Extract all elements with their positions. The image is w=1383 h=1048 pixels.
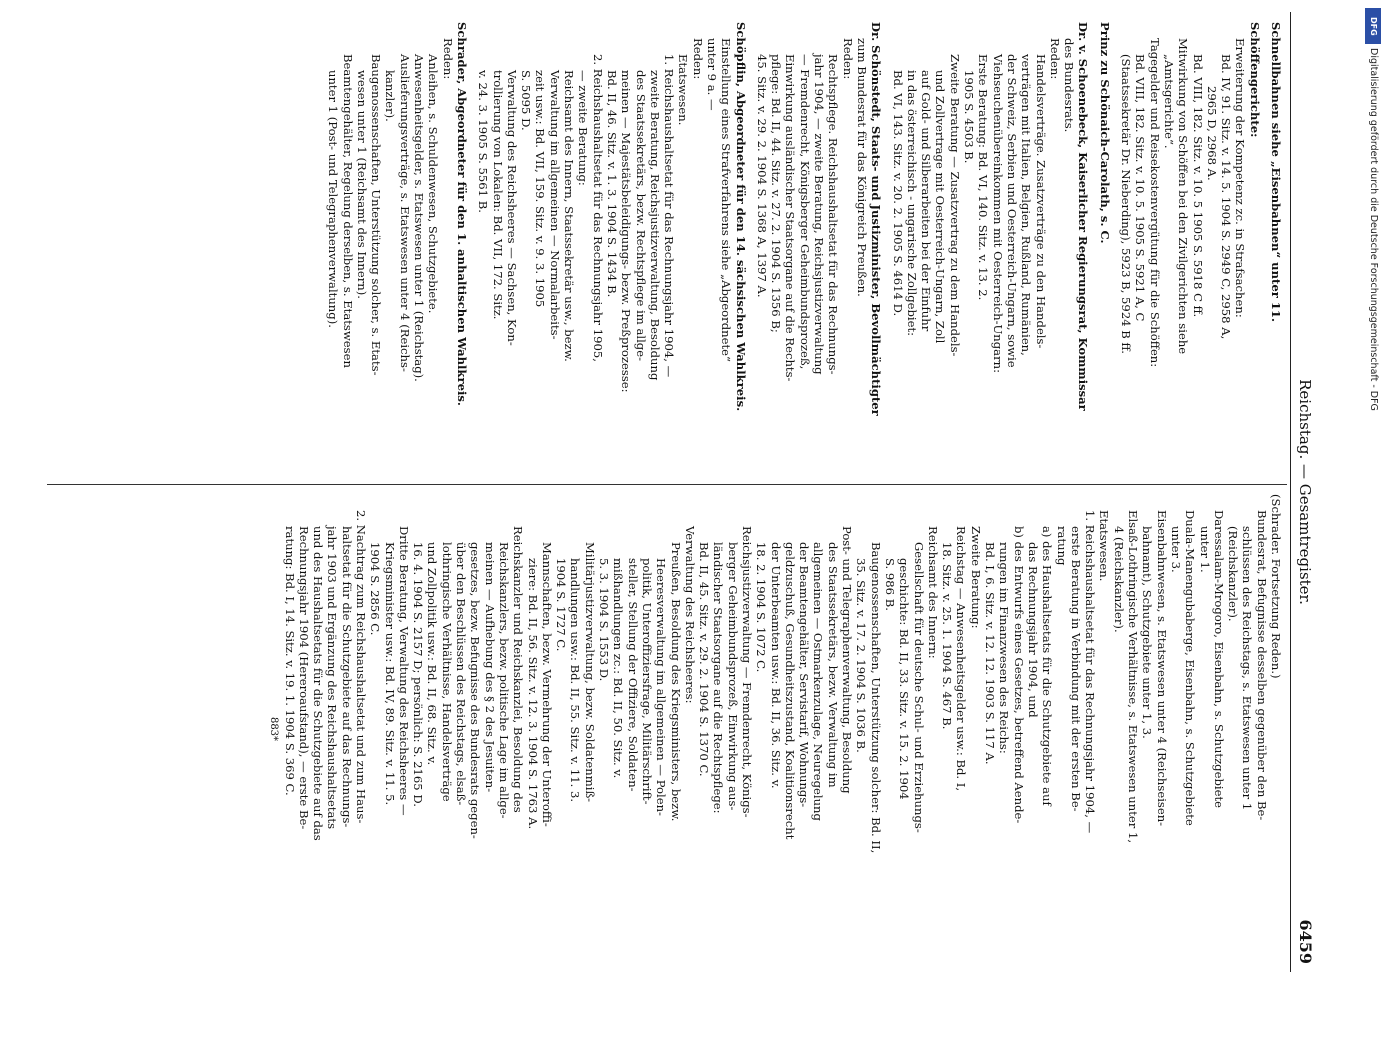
register-line: des Staatssekretärs, bezw. Verwaltung im (825, 542, 840, 788)
register-line: Mannschaften, bezw. Vermehrung der Unteroffi- (539, 542, 554, 827)
register-line: Auslieferungsverträge, s. Etatswesen unter 4 (Reichs- (397, 54, 412, 372)
register-line: Bd. VIII, 182. Sitz. v. 10. 5 1905 S. 5918 C ff. (1190, 54, 1205, 318)
register-line: gesetzes, bezw. Befugnisse des Bundesrats gegen- (468, 542, 483, 839)
register-heading: Prinz zu Schönaich-Carolath, s. C. (1097, 22, 1112, 244)
register-line: Post- und Telegraphenverwaltung, Besoldung (840, 526, 855, 794)
register-line: S. 5095 D. (519, 70, 534, 131)
register-line: Reden: (840, 38, 855, 80)
register-line: Reden: (440, 38, 455, 80)
register-line: 16. 4. 1904 S. 2157 D; persönlich: S. 2165 D. (411, 542, 426, 807)
register-line: — Fremdenrecht, Königsberger Geheimbundsprozeß, (797, 54, 812, 370)
register-line: Eisenbahnwesen, s. Etatswesen unter 4 (Reichseisen- (1154, 510, 1169, 827)
signature-mark: 883* (268, 716, 280, 742)
register-line: Reden: (1047, 38, 1062, 80)
register-line: 1. Reichshaushaltsetat für das Rechnungsjahr 1904, — (662, 54, 677, 378)
register-line: Gesellschaft für deutsche Schul- und Erziehungs- (911, 542, 926, 833)
register-line: Bd. IV, 91. Sitz. v. 14. 5. 1904 S. 2949 C, 2958 A, (1219, 54, 1234, 340)
register-line: zeit usw.: Bd. VII, 159. Sitz. v. 9. 3. 1905 (533, 70, 548, 308)
register-line: meinen — Majestätsbeleidigungs- bezw. Preßprozesse: (619, 70, 634, 393)
register-line: des Bundesrats. (1062, 38, 1077, 133)
register-line: Bd. VIII, 182. Sitz. v. 10. 5. 1905 S. 5921 A, C (1133, 54, 1148, 322)
register-line: (Schrader. Fortsetzung Reden.) (1269, 494, 1283, 679)
register-line: (Reichskanzler). (1226, 526, 1241, 622)
register-line: der Unterbeamten usw.: Bd. II, 36. Sitz. v. (768, 542, 783, 789)
register-line: mißhandlungen zc.: Bd. II, 50. Sitz. v. (611, 558, 626, 779)
register-line: auf Gold- und Silberarbeiten bei der Einfuhr (919, 70, 934, 332)
register-line: verträgen mit Italien, Belgien, Rußland, Rumänien, (1019, 54, 1034, 356)
register-page (27, 12, 1317, 972)
register-line: wesen unter 1 (Reichsamt des Innern). (354, 70, 369, 299)
register-line: 35. Sitz. v. 17. 2. 1904 S. 1036 B. (854, 558, 869, 753)
entry-gap (883, 22, 890, 477)
register-line: und Zollpolitik usw.: Bd. II, 68. Sitz. v. (425, 542, 440, 766)
register-line: S. 986 B. (882, 558, 897, 611)
right-column (27, 494, 1283, 964)
register-heading: Schnellbahnen siehe „Eisenbahnen“ unter 11. (1269, 22, 1283, 323)
register-line: unter 9 a. — (705, 38, 720, 111)
register-line: pflege: Bd. II, 44. Sitz. v. 27. 2. 1904 S. 1356 B; (769, 54, 784, 333)
register-line: 2965 D, 2968 A. (1204, 86, 1219, 181)
register-line: Heeresverwaltung im allgemeinen — Polen- (654, 558, 669, 816)
dfg-logo: DFG (1365, 8, 1381, 44)
register-line: lothringische Verhältnisse, Handelsverträge (439, 542, 454, 802)
register-line: das Rechnungsjahr 1904, und (1025, 542, 1040, 718)
entry-gap (1112, 22, 1119, 477)
register-line: ländischer Staatsorgane auf die Rechtspflege: (711, 542, 726, 814)
register-line: und des Haushaltsetats für die Schutzgebiete auf das (311, 526, 326, 841)
register-line: berger Geheimbundsprozeß, Einwirkung aus- (725, 542, 740, 811)
register-line: 1. Reichshaushaltsetat für das Rechnungsjahr 1904, — (1083, 510, 1098, 834)
entry-gap (469, 22, 476, 477)
register-line: Anleihen, s. Schuldenwesen, Schutzgebiete. (426, 54, 441, 314)
running-head (1290, 12, 1317, 972)
register-line: Kriegsminister usw.: Bd. IV, 89. Sitz. v. 11. 5. (382, 542, 397, 806)
register-line: unter 1. (1197, 526, 1212, 573)
left-column (27, 22, 1283, 477)
register-line: steller, Stellung der Offiziere, Soldaten- (625, 558, 640, 792)
register-line: Verwaltung im allgemeinen — Normalarbeits- (547, 70, 562, 340)
register-line: 45. Sitz. v. 29. 2. 1904 S. 1368 A, 1397 A. (754, 54, 769, 298)
register-line: der Schweiz, Serbien und Oesterreich-Ungarn, sowie (1004, 54, 1019, 368)
register-line: Reichskanzlers, bezw. politische Lage im allge- (496, 542, 511, 819)
register-line: schlüssen des Reichstags, s. Etatswesen unter 1 (1240, 526, 1255, 811)
register-line: 2. Nachtrag zum Reichshaushaltsetat und zum Haus- (354, 510, 368, 824)
register-line: Einwirkung ausländischer Staatsorgane auf die Rechts- (783, 54, 798, 382)
register-line: ziere: Bd. II, 56. Sitz. v. 12. 3. 1904 S. 1763 A. (525, 558, 540, 830)
register-line: Bd. VI, 143. Sitz. v. 20. 2. 1905 S. 4614 D. (890, 70, 905, 317)
register-line: Bd. I, 6. Sitz. v. 12. 12. 1903 S. 117 A. (983, 542, 998, 765)
register-line: Duala-Manengubaberge, Eisenbahn, s. Schutzgebiete (1183, 510, 1198, 826)
register-line: zweite Beratung, Reichsjustizverwaltung, Besoldung (647, 70, 662, 381)
register-line: Elsaß-Lothringische Verhältnisse, s. Etatswesen unter 1, (1126, 510, 1141, 844)
register-line: 2. Reichshaushaltsetat für das Rechnungsjahr 1905, (590, 54, 605, 362)
register-line: politik, Unteroffiziersfrage, Militärschrift- (639, 558, 654, 805)
register-line: meinen — Aufhebung des § 2 des Jesuiten- (482, 542, 497, 793)
register-line: 5. 3. 1904 S. 1553 D. (597, 558, 612, 682)
register-line: Etatswesen. (676, 54, 691, 126)
register-line: des Staatssekretärs, bezw. Rechtspflege im allge- (633, 70, 648, 361)
register-line: Baugenossenschaften, Unterstützung solcher: Bd. II, (868, 542, 883, 854)
register-line: Erweiterung der Kompetenz zc. in Strafsachen: (1233, 38, 1248, 318)
entry-gap (1262, 22, 1269, 477)
register-line: unter 3. (1168, 526, 1183, 573)
register-line: v. 24. 3. 1905 S. 5561 B. (476, 70, 491, 213)
register-line: Reden: (690, 38, 705, 80)
register-line: Reichsamt des Innern: (925, 526, 940, 659)
register-line: jahr 1904, — zweite Beratung, Reichsjustizverwaltung (812, 54, 827, 375)
register-line: (Staatssekretär Dr. Nieberding), 5923 B, 5924 B ff. (1119, 54, 1134, 354)
register-heading: Schöpflin, Abgeordneter für den 14. sächsischen Wahlkreis. (733, 22, 748, 412)
register-heading: Schöffengerichte: (1247, 22, 1262, 138)
register-line: Etatswesen. (1097, 510, 1112, 582)
register-line: handlungen usw.: Bd. II, 55. Sitz. v. 11. 3. (568, 558, 583, 803)
register-line: Verwaltung des Reichsheeres: (682, 526, 697, 704)
register-line: Erste Beratung: Bd. VI, 140. Sitz. v. 13. 2. (976, 54, 991, 301)
register-line: Reichsjustizverwaltung — Fremdenrecht, Königs- (740, 526, 755, 818)
register-line: Militärjustizverwaltung, bezw. Soldatenmiß- (582, 542, 597, 803)
register-heading: Dr. Schönstedt, Staats- und Justizminister, Bevollmächtigter (869, 22, 884, 416)
register-line: 18. Sitz. v. 25. 1. 1904 S. 467 B. (940, 542, 955, 730)
register-line: der Beamtengehälter, Servistarif, Wohnungs- (797, 542, 812, 808)
register-line: Rechtspflege. Reichshaushaltsetat für das Rechnungs- (826, 54, 841, 375)
register-line: Dritte Beratung, Verwaltung des Reichsheeres — (396, 526, 411, 816)
register-line: trollierung von Lokalen: Bd. VII, 172. Sitz. (490, 70, 505, 320)
register-line: Preußen, Besoldung des Kriegsministers, bezw. (668, 542, 683, 822)
register-line: ratung: Bd. I, 14. Sitz. v. 19. 1. 1904 S. 369 C. (282, 526, 297, 796)
register-line: Baugenossenschaften, Unterstützung solcher, s. Etats- (369, 54, 384, 376)
two-column-body (27, 12, 1287, 972)
register-line: Bundesrat, Befugnisse desselben gegenüber den Be- (1254, 510, 1269, 821)
register-line: — zweite Beratung: (576, 70, 591, 186)
register-line: und Zollvertrage mit Oesterreich-Ungarn, Zoll (933, 70, 948, 344)
digitization-note (1364, 0, 1382, 1000)
register-line: Bd. II, 46. Sitz. v. 1. 3. 1904 S. 1434 B. (604, 70, 619, 298)
register-line: kanzler). (383, 70, 398, 122)
register-line: erste Beratung in Verbindung mit der ersten Be- (1068, 526, 1083, 812)
register-line: geldzuschuß, Gesundheitszustand, Koalitionsrecht (782, 542, 797, 840)
digitization-note-text: Digitalisierung gefördert durch die Deutsche Forschungsgemeinschaft - DFG (1368, 48, 1379, 411)
register-line: Rechnungsjahr 1904 (Hereroaufstand), — erste Be- (296, 526, 311, 830)
register-line: Tagegelder und Reisekostenvergütung für die Schöffen: (1147, 38, 1162, 368)
register-line: Handelsverträge. Zusatzverträge zu den Handels- (1033, 54, 1048, 349)
register-line: Zweite Beratung: (968, 526, 983, 629)
register-line: Reichstag — Anwesenheitsgelder usw.: Bd. I, (954, 526, 969, 792)
register-line: Verwaltung des Reichsheeres — Sachsen, Kon- (504, 70, 519, 346)
register-line: geschichte: Bd. II, 33. Sitz. v. 15. 2. 1904 (897, 558, 912, 800)
register-heading: Dr. v. Schoenebeck, Kaiserlicher Regierungsrat, Kommissar (1076, 22, 1091, 411)
register-line: unter 1 (Post- und Telegraphenverwaltung). (326, 70, 341, 328)
register-heading: Schrader, Abgeordneter für den 1. anhaltischen Wahlkreis. (454, 22, 469, 406)
register-line: Zweite Beratung — Zusatzvertrag zu dem Handels- (947, 54, 962, 357)
register-line: bahnamt), Schutzgebiete unter 1, 3. (1140, 526, 1155, 739)
column-divider (47, 484, 1287, 485)
register-line: b) des Entwurfs eines Gesetzes, betreffend Aende- (1011, 526, 1026, 824)
register-line: Bd. II, 45. Sitz. v. 29. 2. 1904 S. 1370 C. (697, 542, 712, 777)
running-head-title: Reichstag. — Gesamtregister. (1296, 379, 1314, 605)
register-line: Beamtengehälter, Regelung derselben, s. Etatswesen (340, 54, 355, 368)
page-number: 6459 (1296, 919, 1315, 964)
register-line: Einstellung eines Strafverfahrens siehe „Abgeordnete“ (719, 38, 734, 362)
register-line: Anwesenheitsgelder, s. Etatswesen unter 1 (Reichstag). (412, 54, 427, 382)
register-line: jahr 1903 und Ergänzung des Reichshaushaltsetats (325, 526, 340, 830)
register-line: in das österreichisch - ungarische Zollgebiet: (904, 70, 919, 337)
register-line: Reichskanzler und Reichskanzlei, Besoldung des (511, 526, 526, 813)
register-line: 4 (Reichskanzler). (1111, 526, 1126, 633)
register-line: Daressalam-Mrogoro, Eisenbahn, s. Schutzgebiete (1211, 510, 1226, 808)
register-line: über den Beschlüssen des Reichstags, elsaß- (454, 542, 469, 806)
register-line: a) des Haushaltsetats für die Schutzgebiete auf (1040, 526, 1055, 806)
register-line: 1904 S. 2856 C. (368, 542, 383, 636)
register-line: allgemeinen — Ostmarkenzulage, Neuregelung (811, 542, 826, 821)
register-line: 18. 2. 1904 S. 1072 C. (754, 542, 769, 673)
register-line: haltsetat für die Schutzgebiete auf das Rechnungs- (339, 526, 354, 828)
register-line: rungen im Finanzwesen des Reichs: (997, 542, 1012, 754)
register-line: Reichsamt des Innern, Staatssekretär usw., bezw. (562, 70, 577, 362)
register-line: Mitwirkung von Schöffen bei den Zivilgerichten siehe (1176, 38, 1191, 355)
register-line: Viehseuchenübereinkommen mit Oesterreich-Ungarn: (990, 54, 1005, 374)
entry-gap (1090, 22, 1097, 477)
register-line: 1905 S. 4503 B. (962, 70, 977, 164)
register-line: zum Bundesrat für das Königreich Preußen. (854, 38, 869, 297)
register-line: 1904 S. 1727 C. (554, 558, 569, 652)
entry-gap (748, 22, 755, 477)
register-line: „Amtsgerichte“. (1161, 54, 1176, 149)
register-line: ratung (1054, 526, 1069, 566)
